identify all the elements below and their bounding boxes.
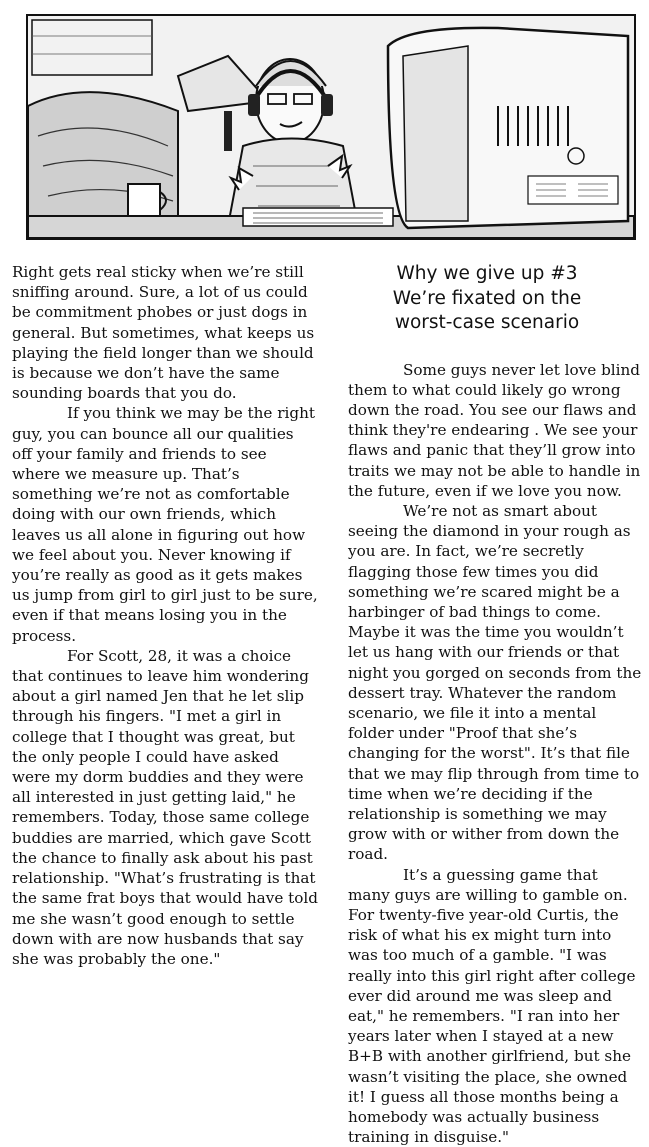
left-paragraph-2: If you think we may be the right guy, you can bounce all our qualities off your family and friends to see where we measure up. That’s something we’re not as comfortable doing with our own friends, which leaves us all alone in figuring out how we feel about you. Never knowing if you’re really as good as it gets makes us jump from girl to girl just to be sure, even if that means losing you in the process. (12, 404, 318, 645)
comic-panel-icon (28, 16, 634, 238)
comic-illustration (26, 14, 636, 240)
heading-line-1: Why we give up #3 (396, 263, 578, 284)
heading-line-2: We’re fixated on the (392, 287, 582, 309)
right-paragraph-3: It’s a guessing game that many guys are willing to gamble on. For twenty-five year-old Curtis, the risk of what his ex might turn into was too much of a gamble. "I was really into this girl right after college ever did around me was sleep and eat," he remembers. "I ran into her years later when I stayed at a new B+B with another girlfriend, but she wasn’t visiting the place, she owned it! I guess all those months being a homebody was actually business training in disguise." (348, 865, 636, 1147)
left-column (12, 262, 318, 969)
left-paragraph-1: Right gets real sticky when we’re still sniffing around. Sure, a lot of us could be commitment phobes or just dogs in general. But sometimes, what keeps us playing the field longer than we should is because we don’t have the same sounding boards that you do. (12, 263, 315, 403)
section-heading (348, 262, 626, 336)
heading-line-3: worst-case scenario (394, 312, 580, 333)
left-paragraph-3: For Scott, 28, it was a choice that continues to leave him wondering about a girl named Jen that he let slip through his fingers. "I met a girl in college that I thought was great, but the only people I could have asked were my dorm buddies and they were all interested in just getting laid," he remembers. Today, those same college buddies are married, which gave Scott the chance to finally ask about his past relationship. "What’s frustrating is that the same frat boys that would have told me she wasn’t good enough to settle down with are now husbands that say she was probably the one." (12, 646, 318, 968)
right-column (348, 262, 644, 1147)
right-paragraph-2: We’re not as smart about seeing the diamond in your rough as you are. In fact, we’re secretly flagging those few times you did something we’re scared might be a harbinger of bad things to come. Maybe it was the time you wouldn’t let us hang with our friends or that night you gorged on seconds from the dessert tray. Whatever the random scenario, we file it into a mental folder under "Proof that she’s changing for the worst". It’s that file that we may flip through from time to time when we’re deciding if the relationship is something we may grow with or wither from down the road. (348, 501, 642, 864)
right-paragraph-1: Some guys never let love blind them to what could likely go wrong down the road. You see our flaws and think they're endearing . We see your flaws and panic that they’ll grow into traits we may not be able to handle in the future, even if we love you now. (348, 360, 641, 500)
